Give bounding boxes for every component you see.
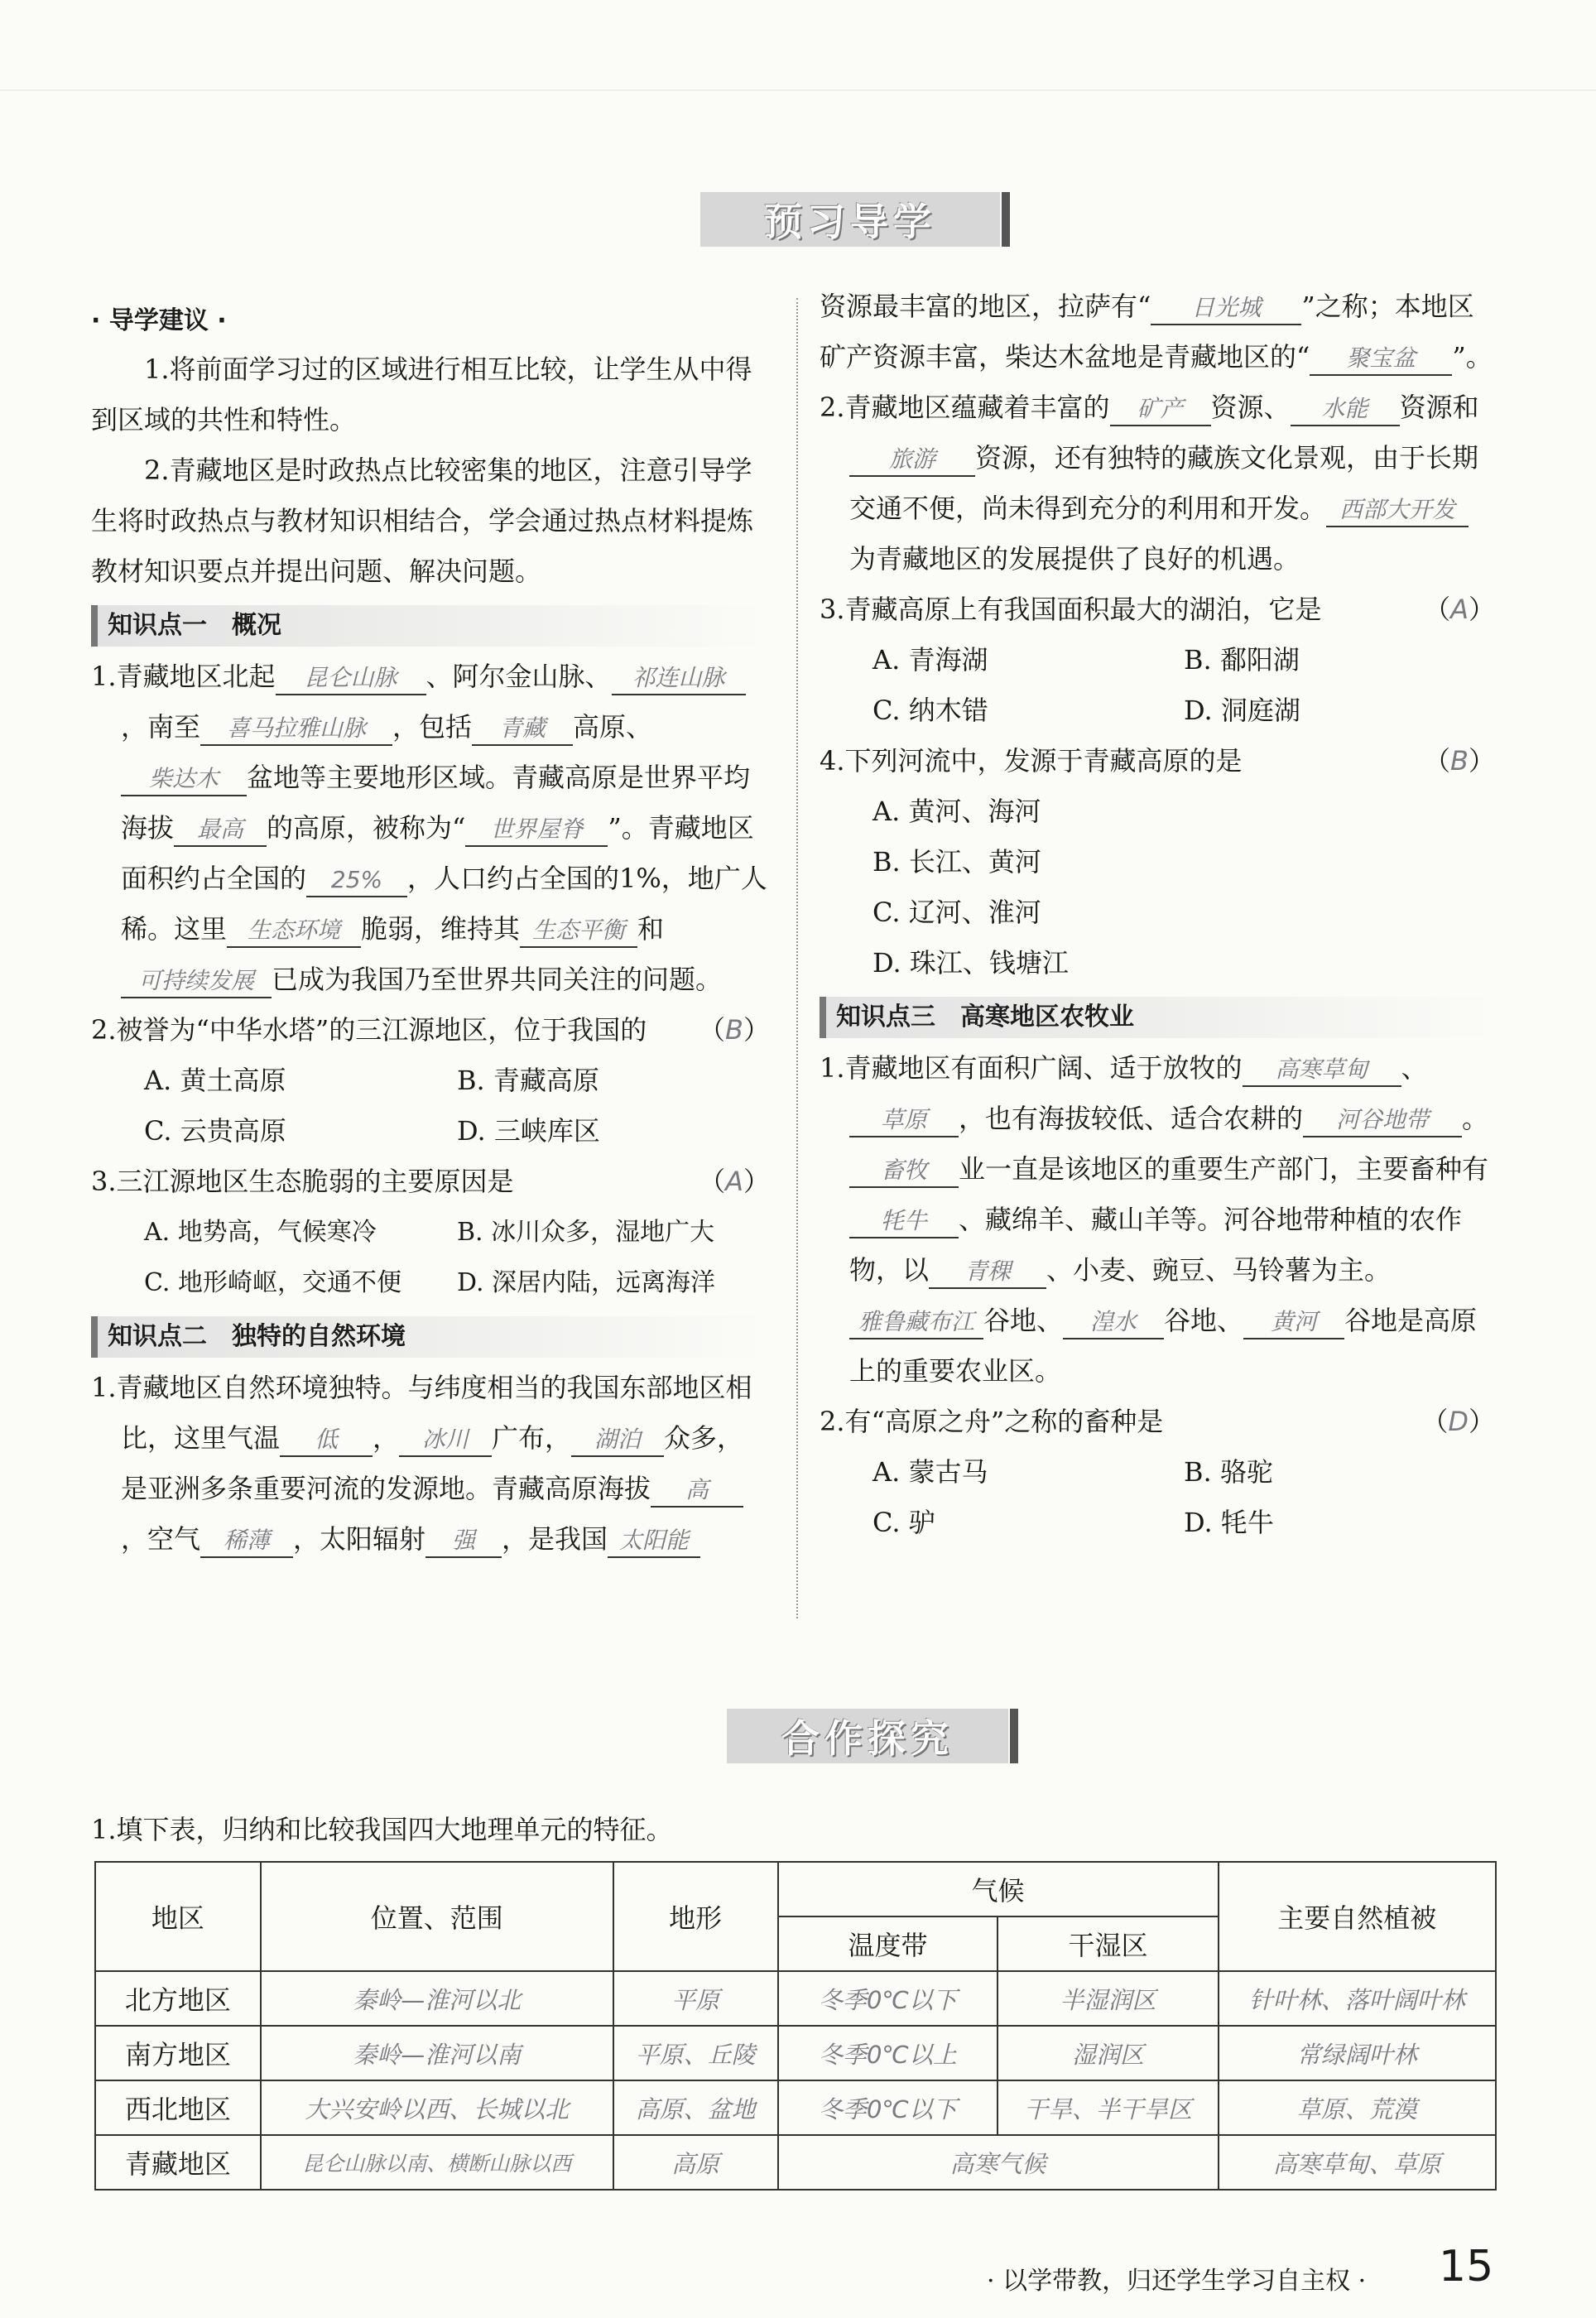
cell-region: 青藏地区 [95,2135,261,2190]
blank-answer: 水能 [1291,393,1400,426]
guide-paragraph-1: 1.将前面学习过的区域进行相互比较，让学生从中得到区域的共性和特性。 [91,353,752,435]
banner-title: 合作探究 [781,1716,954,1761]
header-climate: 气候 [778,1862,1219,1916]
option-a: A. 蒙古马 [873,1456,988,1488]
blank-answer: 聚宝盆 [1310,343,1452,376]
blank-answer: 黄河 [1243,1306,1344,1339]
table-row [95,2080,1496,2135]
cell-position: 大兴安岭以西、长城以北 [261,2080,613,2135]
right-column [820,281,1495,1548]
banner-title: 预习导学 [764,200,936,244]
option-b: B. 长江、黄河 [873,846,1041,878]
kp2-question-4: 4.下列河流中，发源于青藏高原的是 （B） [820,736,1495,786]
blank-answer: 矿产 [1110,393,1211,426]
blank-answer: 25% [306,864,407,897]
table-header-row [95,1862,1496,1916]
kp1-question-2: 2.被誉为“中华水塔”的三江源地区，位于我国的 （B） [91,1005,770,1056]
option-c: C. 辽河、淮河 [873,897,1041,928]
option-a: A. 地势高，气候寒冷 [144,1218,377,1247]
blank-answer: 低 [280,1424,373,1457]
blank-answer: 雅鲁藏布江 [849,1306,983,1339]
answer-paren: （B） [699,1014,770,1046]
knowledge-point-3-title: 知识点三 高寒地区农牧业 [820,997,1495,1038]
cell-position: 秦岭—淮河以南 [261,2026,613,2080]
blank-answer: 西部大开发 [1326,494,1469,527]
cell-terrain: 平原 [613,1971,778,2026]
option-b: B. 骆驼 [1184,1456,1273,1488]
option-c: C. 驴 [873,1507,935,1538]
cell-region: 北方地区 [95,1971,261,2026]
option-c: C. 地形崎岖，交通不便 [144,1268,401,1297]
cell-region: 西北地区 [95,2080,261,2135]
coop-question-1: 1.填下表，归纳和比较我国四大地理单元的特征。 [91,1814,673,1845]
header-temperature-zone: 温度带 [778,1916,998,1971]
top-rule [0,89,1596,91]
table-row [95,2135,1496,2190]
left-column [91,298,770,1565]
blank-answer: 喜马拉雅山脉 [200,713,392,746]
blank-answer: 河谷地带 [1303,1104,1462,1137]
knowledge-point-2-title: 知识点二 独特的自然环境 [91,1316,770,1358]
blank-answer: 可持续发展 [121,965,272,998]
cell-vegetation: 常绿阔叶林 [1219,2026,1496,2080]
answer-paren: （A） [1424,594,1495,625]
blank-answer: 日光城 [1151,292,1301,325]
cell-position: 昆仑山脉以南、横断山脉以西 [261,2135,613,2190]
guide-title: · 导学建议 · [91,306,227,335]
blank-answer: 世界屋脊 [465,814,608,847]
blank-answer: 青藏 [472,713,573,746]
cell-vegetation: 草原、荒漠 [1219,2080,1496,2135]
kp3-question-2: 2.有“高原之舟”之称的畜种是 （D） [820,1397,1495,1447]
kp1-q3-options [91,1207,770,1308]
section-banner-coop [727,1709,1008,1763]
cell-climate: 高寒气候 [778,2135,1219,2190]
cell-terrain: 高原 [613,2135,778,2190]
kp2-question-1: 1.青藏地区自然环境独特。与纬度相当的我国东部地区相比，这里气温 低 ， 冰川 广布， 湖泊 众多，是亚洲多条重要河流的发源地。青藏高原海拔 高，空气 稀薄 ，太阳辐射 强 ，是我国 太阳能 [91,1363,770,1565]
blank-answer: 生态平衡 [520,915,637,948]
option-b: B. 鄱阳湖 [1184,644,1300,676]
cell-moisture: 干旱、半干旱区 [997,2080,1218,2135]
blank-answer: 畜牧 [849,1155,959,1188]
option-d: D. 深居内陆，远离海洋 [457,1268,716,1297]
cell-moisture: 半湿润区 [997,1971,1218,2026]
blank-answer: 太阳能 [608,1525,700,1558]
kp1-question-1: 1.青藏地区北起 昆仑山脉 、阿尔金山脉、 祁连山脉，南至 喜马拉雅山脉 ，包括 青藏 高原、柴达木 盆地等主要地形区域。青藏高原是世界平均海拔 最高 的高原，被称为“ 世界屋脊 ”。青藏地区面积约占全国的 25% ，人口约占全国的1%，地广人稀。这里 生态环境 脆弱，维持其 生态平衡 和可持续发展 已成为我国乃至世界共同关注的问题。 [91,652,770,1005]
option-b: B. 青藏高原 [457,1065,599,1096]
header-region: 地区 [95,1862,261,1971]
answer-paren: （D） [1421,1406,1495,1437]
cell-vegetation: 针叶林、落叶阔叶林 [1219,1971,1496,2026]
cell-temperature: 冬季0℃以下 [778,1971,998,2026]
blank-answer: 柴达木 [121,763,247,796]
cell-position: 秦岭—淮河以北 [261,1971,613,2026]
section-banner-preview [700,192,1000,247]
option-d: D. 洞庭湖 [1184,695,1300,726]
blank-answer: 青稞 [929,1256,1046,1289]
header-position: 位置、范围 [261,1862,613,1971]
header-moisture-zone: 干湿区 [997,1916,1218,1971]
cell-terrain: 高原、盆地 [613,2080,778,2135]
header-vegetation: 主要自然植被 [1219,1862,1496,1971]
blank-answer: 高 [651,1474,743,1508]
option-d: D. 三峡库区 [457,1115,600,1147]
footer-slogan: · 以学带教，归还学生学习自主权 · [987,2267,1367,2296]
option-a: A. 青海湖 [873,644,988,676]
blank-answer: 冰川 [399,1424,492,1457]
kp2-question-1-continued: 资源最丰富的地区，拉萨有“ 日光城 ”之称；本地区矿产资源丰富，柴达木盆地是青藏地区的“ 聚宝盆 ”。 [820,281,1495,382]
blank-answer: 旅游 [849,444,975,477]
kp3-q2-options [820,1447,1495,1548]
blank-answer: 湖泊 [571,1424,664,1457]
option-c: C. 云贵高原 [144,1115,286,1147]
option-b: B. 冰川众多，湿地广大 [457,1218,715,1247]
cell-moisture: 湿润区 [997,2026,1218,2080]
page-number: 15 [1439,2242,1494,2292]
option-d: D. 珠江、钱塘江 [873,947,1069,979]
blank-answer: 高寒草甸 [1243,1054,1401,1087]
kp1-question-3: 3.三江源地区生态脆弱的主要原因是 （A） [91,1157,770,1207]
cell-terrain: 平原、丘陵 [613,2026,778,2080]
option-a: A. 黄土高原 [144,1065,286,1096]
coop-question [91,1805,1498,1855]
option-d: D. 牦牛 [1184,1507,1274,1538]
kp2-q4-options [820,786,1495,988]
blank-answer: 草原 [849,1104,959,1137]
header-terrain: 地形 [613,1862,778,1971]
option-c: C. 纳木错 [873,695,988,726]
answer-paren: （B） [1424,745,1495,777]
column-divider [796,298,798,1618]
kp3-question-1: 1.青藏地区有面积广阔、适于放牧的 高寒草甸 、草原 ，也有海拔较低、适合农耕的 河谷地带 。畜牧 业一直是该地区的重要生产部门，主要畜种有牦牛 、藏绵羊、藏山羊等。河谷地带种植的农作物，以 青稞 、小麦、豌豆、马铃薯为主。雅鲁藏布江 谷地、 湟水 谷地、 黄河 谷地是高原上的重要农业区。 [820,1052,1489,1387]
guide-paragraph-2: 2.青藏地区是时政热点比较密集的地区，注意引导学生将时政热点与教材知识相结合，学会通过热点材料提炼教材知识要点并提出问题、解决问题。 [91,454,754,587]
cell-temperature: 冬季0℃以下 [778,2080,998,2135]
knowledge-point-1-title: 知识点一 概况 [91,605,770,647]
kp1-q2-options [91,1056,770,1157]
table-row [95,2026,1496,2080]
blank-answer: 生态环境 [227,915,361,948]
blank-answer: 湟水 [1063,1306,1164,1339]
blank-answer: 昆仑山脉 [276,662,426,695]
kp2-q3-options [820,635,1495,736]
answer-paren: （A） [699,1166,770,1197]
blank-answer: 强 [425,1525,502,1558]
cell-vegetation: 高寒草甸、草原 [1219,2135,1496,2190]
blank-answer: 牦牛 [849,1205,959,1238]
kp2-question-2: 2.青藏地区蕴藏着丰富的 矿产 资源、 水能 资源和旅游 资源，还有独特的藏族文化景观，由于长期交通不便，尚未得到充分的利用和开发。 西部大开发为青藏地区的发展提供了良好的机遇。 [820,392,1479,575]
cell-temperature: 冬季0℃以上 [778,2026,998,2080]
blank-answer: 祁连山脉 [612,662,746,695]
blank-answer: 稀薄 [200,1525,293,1558]
cell-region: 南方地区 [95,2026,261,2080]
blank-answer: 最高 [174,814,267,847]
table-row [95,1971,1496,2026]
kp2-question-3: 3.青藏高原上有我国面积最大的湖泊，它是 （A） [820,584,1495,635]
option-a: A. 黄河、海河 [873,796,1041,827]
comparison-table [94,1861,1497,2191]
